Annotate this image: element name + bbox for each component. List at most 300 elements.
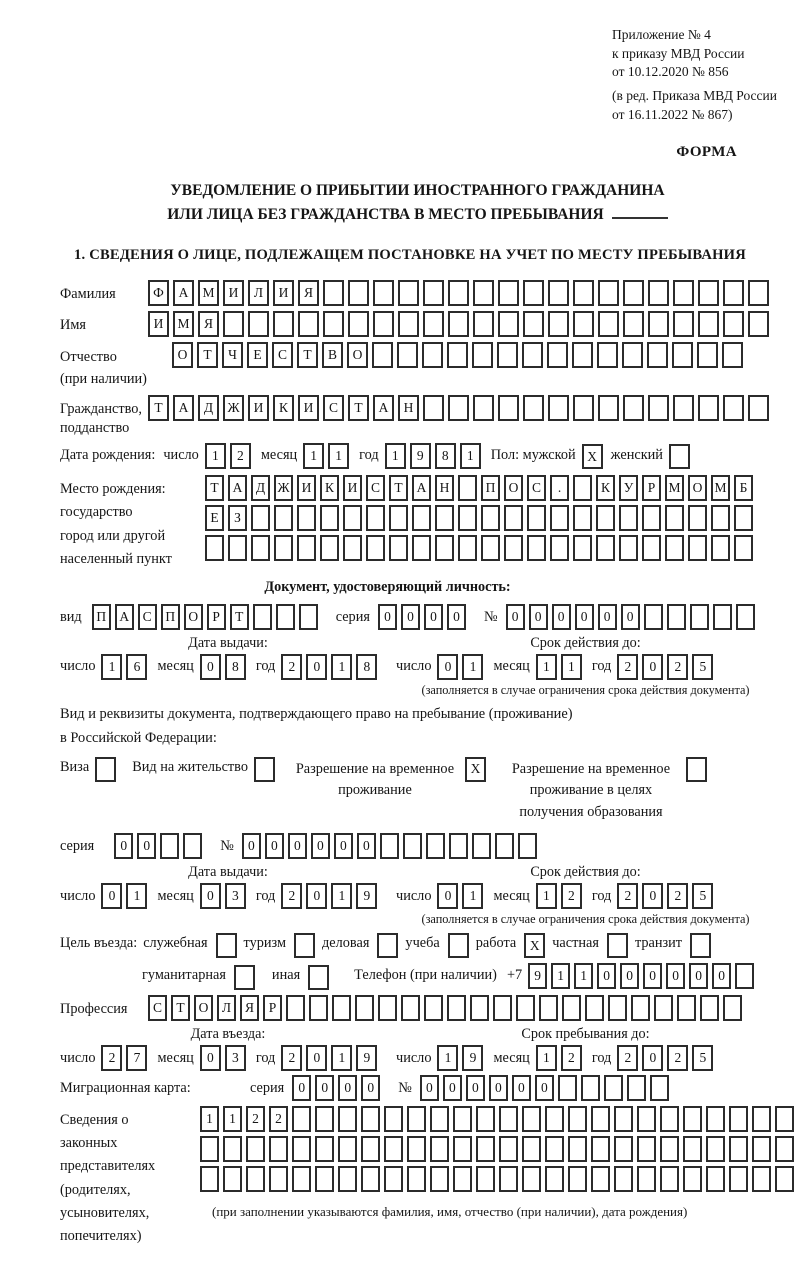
form-cell[interactable]: [723, 311, 744, 337]
form-cell[interactable]: 9: [356, 883, 377, 909]
form-cell[interactable]: [672, 342, 693, 368]
form-cell[interactable]: [545, 1166, 564, 1192]
form-cell[interactable]: 0: [361, 1075, 380, 1101]
birth-day-cells[interactable]: [205, 443, 255, 469]
form-cell[interactable]: 3: [225, 883, 246, 909]
form-cell[interactable]: [736, 604, 755, 630]
form-cell[interactable]: [706, 1106, 725, 1132]
form-cell[interactable]: [292, 1166, 311, 1192]
form-cell[interactable]: [389, 505, 408, 531]
form-cell[interactable]: А: [173, 395, 194, 421]
form-cell[interactable]: [323, 280, 344, 306]
form-cell[interactable]: А: [412, 475, 431, 501]
form-cell[interactable]: [683, 1166, 702, 1192]
form-cell[interactable]: [274, 535, 293, 561]
purpose-official-checkbox[interactable]: [216, 933, 237, 958]
form-cell[interactable]: [723, 995, 742, 1021]
form-cell[interactable]: [548, 311, 569, 337]
form-cell[interactable]: [223, 1136, 242, 1162]
purpose-transit-checkbox[interactable]: [690, 933, 711, 958]
form-cell[interactable]: О: [504, 475, 523, 501]
form-cell[interactable]: О: [172, 342, 193, 368]
form-cell[interactable]: [631, 995, 650, 1021]
form-cell[interactable]: [470, 995, 489, 1021]
form-cell[interactable]: [573, 280, 594, 306]
form-cell[interactable]: [448, 280, 469, 306]
form-cell[interactable]: [597, 342, 618, 368]
form-cell[interactable]: [558, 1075, 577, 1101]
form-cell[interactable]: 3: [225, 1045, 246, 1071]
form-cell[interactable]: [448, 395, 469, 421]
form-cell[interactable]: [550, 535, 569, 561]
form-cell[interactable]: 0: [489, 1075, 508, 1101]
form-cell[interactable]: 0: [466, 1075, 485, 1101]
form-cell[interactable]: [698, 395, 719, 421]
form-cell[interactable]: [706, 1136, 725, 1162]
form-cell[interactable]: Б: [734, 475, 753, 501]
form-cell[interactable]: [361, 1166, 380, 1192]
form-cell[interactable]: 1: [536, 1045, 557, 1071]
form-cell[interactable]: 0: [437, 883, 458, 909]
form-cell[interactable]: Т: [348, 395, 369, 421]
form-cell[interactable]: [407, 1166, 426, 1192]
form-cell[interactable]: [729, 1166, 748, 1192]
form-cell[interactable]: [568, 1106, 587, 1132]
form-cell[interactable]: [430, 1166, 449, 1192]
form-cell[interactable]: [430, 1136, 449, 1162]
form-cell[interactable]: 1: [574, 963, 593, 989]
form-cell[interactable]: [683, 1106, 702, 1132]
form-cell[interactable]: [644, 604, 663, 630]
residence-valid-year-cells[interactable]: [617, 883, 717, 909]
form-cell[interactable]: 1: [536, 883, 557, 909]
entry-month-cells[interactable]: [200, 1045, 250, 1071]
form-cell[interactable]: [320, 535, 339, 561]
form-cell[interactable]: 1: [462, 654, 483, 680]
form-cell[interactable]: 0: [200, 883, 221, 909]
form-cell[interactable]: [332, 995, 351, 1021]
migration-number-cells[interactable]: [420, 1075, 673, 1101]
form-cell[interactable]: [608, 995, 627, 1021]
form-cell[interactable]: [619, 505, 638, 531]
form-cell[interactable]: [481, 505, 500, 531]
form-cell[interactable]: [338, 1136, 357, 1162]
surname-cells[interactable]: [148, 280, 773, 306]
form-cell[interactable]: [591, 1106, 610, 1132]
form-cell[interactable]: А: [115, 604, 134, 630]
form-cell[interactable]: Т: [230, 604, 249, 630]
form-cell[interactable]: [435, 505, 454, 531]
form-cell[interactable]: [522, 342, 543, 368]
form-cell[interactable]: [481, 535, 500, 561]
form-cell[interactable]: 0: [424, 604, 443, 630]
form-cell[interactable]: 0: [338, 1075, 357, 1101]
sex-male-checkbox[interactable]: X: [582, 444, 603, 469]
form-cell[interactable]: [292, 1106, 311, 1132]
form-cell[interactable]: [598, 280, 619, 306]
form-cell[interactable]: [775, 1136, 794, 1162]
form-cell[interactable]: [423, 311, 444, 337]
valid-day-cells[interactable]: [437, 654, 487, 680]
form-cell[interactable]: [711, 505, 730, 531]
form-cell[interactable]: [660, 1166, 679, 1192]
form-cell[interactable]: [623, 311, 644, 337]
form-cell[interactable]: И: [297, 475, 316, 501]
form-cell[interactable]: [269, 1166, 288, 1192]
form-cell[interactable]: [573, 311, 594, 337]
form-cell[interactable]: [476, 1166, 495, 1192]
form-cell[interactable]: 2: [667, 1045, 688, 1071]
form-cell[interactable]: [545, 1136, 564, 1162]
form-cell[interactable]: 1: [331, 883, 352, 909]
form-cell[interactable]: [366, 505, 385, 531]
form-cell[interactable]: 0: [242, 833, 261, 859]
form-cell[interactable]: 0: [288, 833, 307, 859]
form-cell[interactable]: [523, 395, 544, 421]
form-cell[interactable]: М: [711, 475, 730, 501]
form-cell[interactable]: 2: [667, 883, 688, 909]
form-cell[interactable]: Л: [217, 995, 236, 1021]
form-cell[interactable]: 2: [101, 1045, 122, 1071]
form-cell[interactable]: 0: [114, 833, 133, 859]
form-cell[interactable]: М: [665, 475, 684, 501]
form-cell[interactable]: [688, 535, 707, 561]
form-cell[interactable]: П: [161, 604, 180, 630]
form-cell[interactable]: 1: [331, 654, 352, 680]
purpose-humanitarian-checkbox[interactable]: [234, 965, 255, 990]
form-cell[interactable]: [372, 342, 393, 368]
form-cell[interactable]: [623, 280, 644, 306]
form-cell[interactable]: 1: [303, 443, 324, 469]
form-cell[interactable]: [729, 1106, 748, 1132]
form-cell[interactable]: 0: [447, 604, 466, 630]
entry-day-cells[interactable]: [101, 1045, 151, 1071]
form-cell[interactable]: Я: [198, 311, 219, 337]
form-cell[interactable]: 0: [200, 654, 221, 680]
form-cell[interactable]: Ж: [223, 395, 244, 421]
form-cell[interactable]: [373, 280, 394, 306]
form-cell[interactable]: 0: [643, 963, 662, 989]
form-cell[interactable]: А: [373, 395, 394, 421]
form-cell[interactable]: С: [527, 475, 546, 501]
form-cell[interactable]: [476, 1136, 495, 1162]
purpose-tourism-checkbox[interactable]: [294, 933, 315, 958]
form-cell[interactable]: 2: [667, 654, 688, 680]
form-cell[interactable]: [286, 995, 305, 1021]
birth-place-cells-row3[interactable]: [205, 535, 757, 561]
form-cell[interactable]: [315, 1106, 334, 1132]
form-cell[interactable]: [338, 1106, 357, 1132]
form-cell[interactable]: 7: [126, 1045, 147, 1071]
form-cell[interactable]: [183, 833, 202, 859]
form-cell[interactable]: [297, 535, 316, 561]
form-cell[interactable]: [647, 342, 668, 368]
form-cell[interactable]: [246, 1166, 265, 1192]
form-cell[interactable]: [614, 1136, 633, 1162]
form-cell[interactable]: А: [173, 280, 194, 306]
form-cell[interactable]: [338, 1166, 357, 1192]
form-cell[interactable]: [401, 995, 420, 1021]
form-cell[interactable]: П: [481, 475, 500, 501]
form-cell[interactable]: [449, 833, 468, 859]
form-cell[interactable]: 1: [331, 1045, 352, 1071]
form-cell[interactable]: 8: [435, 443, 456, 469]
purpose-business-checkbox[interactable]: [377, 933, 398, 958]
form-cell[interactable]: 0: [642, 1045, 663, 1071]
form-cell[interactable]: 2: [230, 443, 251, 469]
form-cell[interactable]: [499, 1136, 518, 1162]
form-cell[interactable]: 1: [200, 1106, 219, 1132]
representatives-cells-row2[interactable]: [200, 1136, 798, 1162]
form-cell[interactable]: 9: [356, 1045, 377, 1071]
form-cell[interactable]: [573, 395, 594, 421]
stay-year-cells[interactable]: [617, 1045, 717, 1071]
form-cell[interactable]: 1: [385, 443, 406, 469]
form-cell[interactable]: С: [366, 475, 385, 501]
form-cell[interactable]: [397, 342, 418, 368]
stay-day-cells[interactable]: [437, 1045, 487, 1071]
form-cell[interactable]: [361, 1106, 380, 1132]
form-cell[interactable]: [412, 505, 431, 531]
form-cell[interactable]: [690, 604, 709, 630]
form-cell[interactable]: Н: [435, 475, 454, 501]
form-cell[interactable]: [573, 475, 592, 501]
phone-cells[interactable]: [528, 963, 758, 989]
form-cell[interactable]: [499, 1166, 518, 1192]
residence-issue-year-cells[interactable]: [281, 883, 381, 909]
form-cell[interactable]: [660, 1136, 679, 1162]
form-cell[interactable]: [504, 535, 523, 561]
form-cell[interactable]: [648, 395, 669, 421]
doc-kind-cells[interactable]: [92, 604, 322, 630]
form-cell[interactable]: К: [320, 475, 339, 501]
form-cell[interactable]: [504, 505, 523, 531]
form-cell[interactable]: [380, 833, 399, 859]
form-cell[interactable]: Р: [263, 995, 282, 1021]
form-cell[interactable]: Т: [148, 395, 169, 421]
form-cell[interactable]: 2: [561, 1045, 582, 1071]
form-cell[interactable]: [688, 505, 707, 531]
form-cell[interactable]: [748, 395, 769, 421]
form-cell[interactable]: 1: [205, 443, 226, 469]
form-cell[interactable]: О: [184, 604, 203, 630]
form-cell[interactable]: Т: [205, 475, 224, 501]
form-cell[interactable]: [398, 280, 419, 306]
form-cell[interactable]: [637, 1106, 656, 1132]
form-cell[interactable]: Т: [389, 475, 408, 501]
form-cell[interactable]: [650, 1075, 669, 1101]
form-cell[interactable]: [228, 535, 247, 561]
form-cell[interactable]: [276, 604, 295, 630]
form-cell[interactable]: 1: [460, 443, 481, 469]
visa-checkbox[interactable]: [95, 757, 116, 782]
form-cell[interactable]: [752, 1106, 771, 1132]
form-cell[interactable]: 0: [512, 1075, 531, 1101]
form-cell[interactable]: Е: [205, 505, 224, 531]
form-cell[interactable]: [527, 505, 546, 531]
form-cell[interactable]: 0: [101, 883, 122, 909]
form-cell[interactable]: [545, 1106, 564, 1132]
form-cell[interactable]: [698, 280, 719, 306]
form-cell[interactable]: [453, 1106, 472, 1132]
doc-series-cells[interactable]: [378, 604, 470, 630]
residence-number-cells[interactable]: [242, 833, 541, 859]
form-cell[interactable]: [596, 535, 615, 561]
form-cell[interactable]: [642, 505, 661, 531]
form-cell[interactable]: [734, 535, 753, 561]
form-cell[interactable]: Р: [207, 604, 226, 630]
form-cell[interactable]: [269, 1136, 288, 1162]
form-cell[interactable]: [248, 311, 269, 337]
form-cell[interactable]: [573, 535, 592, 561]
form-cell[interactable]: [473, 395, 494, 421]
form-cell[interactable]: [522, 1136, 541, 1162]
form-cell[interactable]: Т: [171, 995, 190, 1021]
form-cell[interactable]: 0: [621, 604, 640, 630]
form-cell[interactable]: 0: [315, 1075, 334, 1101]
form-cell[interactable]: [729, 1136, 748, 1162]
form-cell[interactable]: [298, 311, 319, 337]
residence-issue-day-cells[interactable]: [101, 883, 151, 909]
form-cell[interactable]: 0: [137, 833, 156, 859]
form-cell[interactable]: [527, 535, 546, 561]
form-cell[interactable]: [223, 311, 244, 337]
form-cell[interactable]: [697, 342, 718, 368]
form-cell[interactable]: [315, 1136, 334, 1162]
form-cell[interactable]: 0: [378, 604, 397, 630]
form-cell[interactable]: [384, 1106, 403, 1132]
form-cell[interactable]: .: [550, 475, 569, 501]
form-cell[interactable]: [435, 535, 454, 561]
form-cell[interactable]: [667, 604, 686, 630]
form-cell[interactable]: [423, 280, 444, 306]
form-cell[interactable]: [422, 342, 443, 368]
birth-place-cells-row1[interactable]: [205, 475, 757, 501]
form-cell[interactable]: [472, 342, 493, 368]
form-cell[interactable]: [654, 995, 673, 1021]
form-cell[interactable]: [384, 1166, 403, 1192]
form-cell[interactable]: 2: [617, 1045, 638, 1071]
form-cell[interactable]: Ч: [222, 342, 243, 368]
form-cell[interactable]: 0: [529, 604, 548, 630]
birth-month-cells[interactable]: [303, 443, 353, 469]
form-cell[interactable]: 0: [642, 883, 663, 909]
form-cell[interactable]: [348, 280, 369, 306]
form-cell[interactable]: [412, 535, 431, 561]
form-cell[interactable]: 2: [246, 1106, 265, 1132]
form-cell[interactable]: [572, 342, 593, 368]
doc-number-cells[interactable]: [506, 604, 759, 630]
form-cell[interactable]: И: [273, 280, 294, 306]
form-cell[interactable]: 9: [462, 1045, 483, 1071]
form-cell[interactable]: [251, 535, 270, 561]
form-cell[interactable]: [315, 1166, 334, 1192]
temp-residence-education-checkbox[interactable]: [686, 757, 707, 782]
form-cell[interactable]: [548, 280, 569, 306]
form-cell[interactable]: [453, 1166, 472, 1192]
form-cell[interactable]: [637, 1166, 656, 1192]
form-cell[interactable]: О: [194, 995, 213, 1021]
form-cell[interactable]: [614, 1166, 633, 1192]
form-cell[interactable]: В: [322, 342, 343, 368]
migration-series-cells[interactable]: [292, 1075, 384, 1101]
issue-year-cells[interactable]: [281, 654, 381, 680]
form-cell[interactable]: 0: [401, 604, 420, 630]
form-cell[interactable]: [398, 311, 419, 337]
form-cell[interactable]: Л: [248, 280, 269, 306]
form-cell[interactable]: [309, 995, 328, 1021]
form-cell[interactable]: [498, 395, 519, 421]
valid-year-cells[interactable]: [617, 654, 717, 680]
form-cell[interactable]: 0: [642, 654, 663, 680]
form-cell[interactable]: [407, 1106, 426, 1132]
form-cell[interactable]: [622, 342, 643, 368]
form-cell[interactable]: [722, 342, 743, 368]
form-cell[interactable]: [424, 995, 443, 1021]
form-cell[interactable]: [297, 505, 316, 531]
form-cell[interactable]: [637, 1136, 656, 1162]
firstname-cells[interactable]: [148, 311, 773, 337]
form-cell[interactable]: 0: [506, 604, 525, 630]
form-cell[interactable]: 1: [561, 654, 582, 680]
form-cell[interactable]: У: [619, 475, 638, 501]
purpose-study-checkbox[interactable]: [448, 933, 469, 958]
form-cell[interactable]: П: [92, 604, 111, 630]
form-cell[interactable]: [498, 311, 519, 337]
form-cell[interactable]: 1: [536, 654, 557, 680]
form-cell[interactable]: [160, 833, 179, 859]
form-cell[interactable]: [673, 395, 694, 421]
form-cell[interactable]: 0: [575, 604, 594, 630]
form-cell[interactable]: [292, 1136, 311, 1162]
form-cell[interactable]: [458, 535, 477, 561]
form-cell[interactable]: [568, 1166, 587, 1192]
form-cell[interactable]: 0: [598, 604, 617, 630]
form-cell[interactable]: М: [198, 280, 219, 306]
form-cell[interactable]: [677, 995, 696, 1021]
form-cell[interactable]: 9: [528, 963, 547, 989]
form-cell[interactable]: [581, 1075, 600, 1101]
form-cell[interactable]: [539, 995, 558, 1021]
issue-day-cells[interactable]: [101, 654, 151, 680]
form-cell[interactable]: [348, 311, 369, 337]
form-cell[interactable]: [648, 311, 669, 337]
form-cell[interactable]: [246, 1136, 265, 1162]
form-cell[interactable]: 0: [311, 833, 330, 859]
sex-female-checkbox[interactable]: [669, 444, 690, 469]
form-cell[interactable]: 1: [328, 443, 349, 469]
stay-month-cells[interactable]: [536, 1045, 586, 1071]
form-cell[interactable]: [627, 1075, 646, 1101]
form-cell[interactable]: 2: [561, 883, 582, 909]
residence-permit-checkbox[interactable]: [254, 757, 275, 782]
form-cell[interactable]: [598, 395, 619, 421]
form-cell[interactable]: С: [272, 342, 293, 368]
form-cell[interactable]: К: [596, 475, 615, 501]
form-cell[interactable]: 2: [617, 883, 638, 909]
form-cell[interactable]: [223, 1166, 242, 1192]
form-cell[interactable]: [343, 535, 362, 561]
form-cell[interactable]: И: [343, 475, 362, 501]
form-cell[interactable]: [648, 280, 669, 306]
form-cell[interactable]: 0: [666, 963, 685, 989]
birth-year-cells[interactable]: [385, 443, 485, 469]
form-cell[interactable]: [274, 505, 293, 531]
form-cell[interactable]: Ф: [148, 280, 169, 306]
form-cell[interactable]: 1: [101, 654, 122, 680]
form-cell[interactable]: [700, 995, 719, 1021]
form-cell[interactable]: 2: [281, 654, 302, 680]
